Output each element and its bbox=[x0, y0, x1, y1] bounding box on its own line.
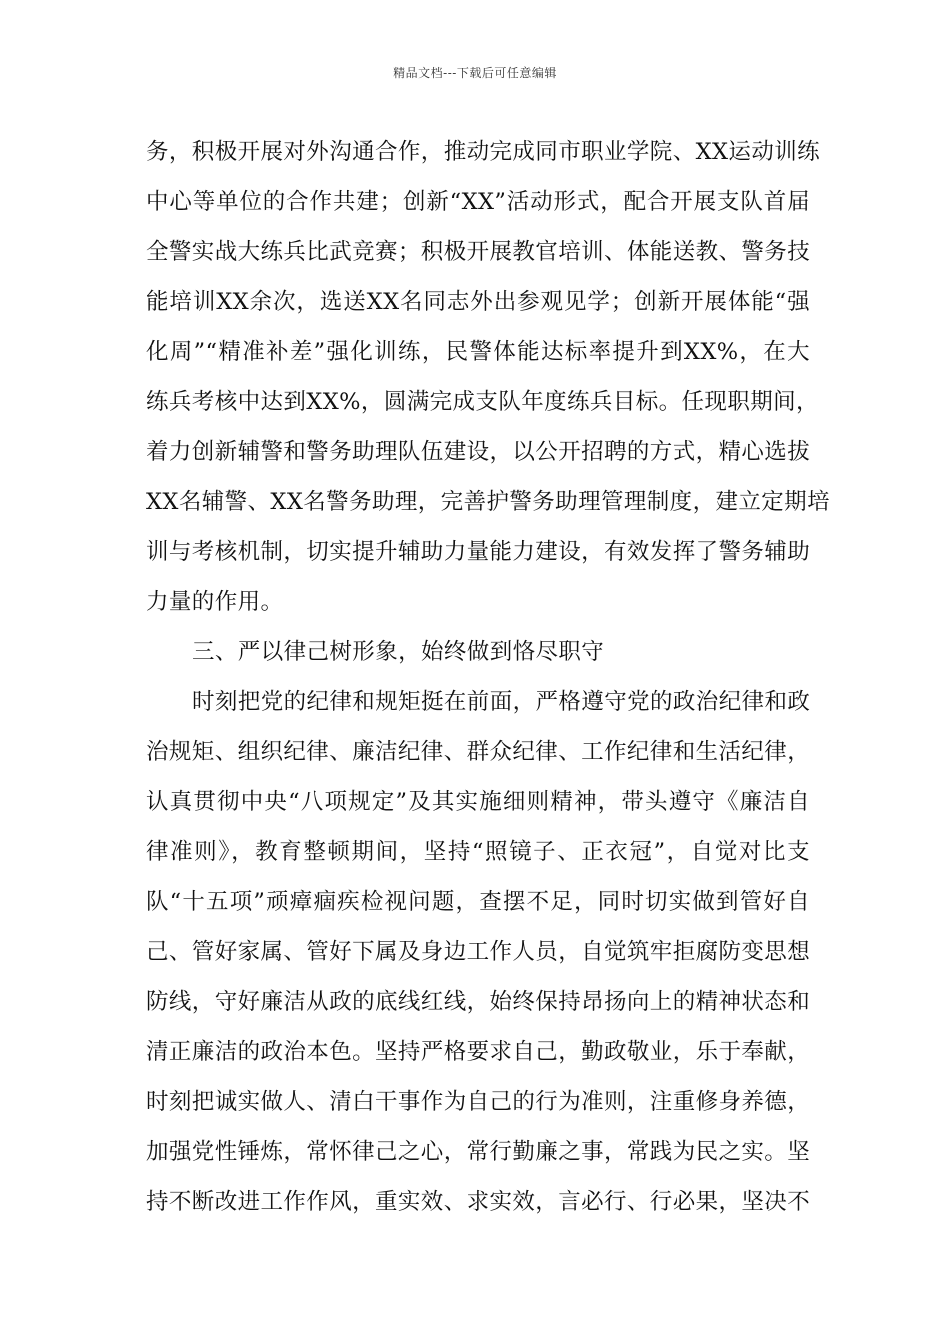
body-line: 务，积极开展对外沟通合作，推动完成同市职业学院、XX运动训练 bbox=[146, 139, 821, 165]
body-line: 力量的作用。 bbox=[146, 589, 284, 615]
body-line: 全警实战大练兵比武竞赛；积极开展教官培训、体能送教、警务技 bbox=[146, 239, 811, 265]
body-line: 练兵考核中达到XX%，圆满完成支队年度练兵目标。任现职期间， bbox=[146, 389, 819, 415]
body-line: 持不断改进工作作风，重实效、求实效，言必行、行必果，坚决不 bbox=[146, 1189, 811, 1215]
section-heading: 三、严以律己树形象，始终做到恪尽职守 bbox=[192, 639, 605, 665]
page-header: 精品文档---下载后可任意编辑 bbox=[393, 66, 557, 80]
body-line: XX名辅警、XX名警务助理，完善护警务助理管理制度，建立定期培 bbox=[146, 489, 830, 515]
body-line: 时刻把党的纪律和规矩挺在前面，严格遵守党的政治纪律和政 bbox=[192, 689, 811, 715]
body-line: 律准则》，教育整顿期间，坚持“照镜子、正衣冠”，自觉对比支 bbox=[146, 839, 810, 865]
body-line: 能培训XX余次，选送XX名同志外出参观见学；创新开展体能“强 bbox=[146, 289, 810, 315]
body-line: 队“十五项”顽瘴痼疾检视问题，查摆不足，同时切实做到管好自 bbox=[146, 889, 810, 915]
body-line: 中心等单位的合作共建；创新“XX”活动形式，配合开展支队首届 bbox=[146, 189, 810, 215]
body-line: 治规矩、组织纪律、廉洁纪律、群众纪律、工作纪律和生活纪律， bbox=[146, 739, 811, 765]
body-line: 防线，守好廉洁从政的底线红线，始终保持昂扬向上的精神状态和 bbox=[146, 989, 811, 1015]
body-line: 己、管好家属、管好下属及身边工作人员，自觉筑牢拒腐防变思想 bbox=[146, 939, 811, 965]
body-line: 训与考核机制，切实提升辅助力量能力建设，有效发挥了警务辅助 bbox=[146, 539, 811, 565]
document-body bbox=[146, 134, 830, 1234]
body-line: 认真贯彻中央“八项规定”及其实施细则精神，带头遵守《廉洁自 bbox=[146, 789, 810, 815]
body-line: 时刻把诚实做人、清白干事作为自己的行为准则，注重修身养德， bbox=[146, 1089, 811, 1115]
body-line: 清正廉洁的政治本色。坚持严格要求自己，勤政敬业，乐于奉献， bbox=[146, 1039, 811, 1065]
body-line: 化周”“精准补差”强化训练，民警体能达标率提升到XX%，在大 bbox=[146, 339, 810, 365]
body-line: 着力创新辅警和警务助理队伍建设，以公开招聘的方式，精心选拔 bbox=[146, 439, 811, 465]
body-line: 加强党性锤炼，常怀律己之心，常行勤廉之事，常践为民之实。坚 bbox=[146, 1139, 811, 1165]
